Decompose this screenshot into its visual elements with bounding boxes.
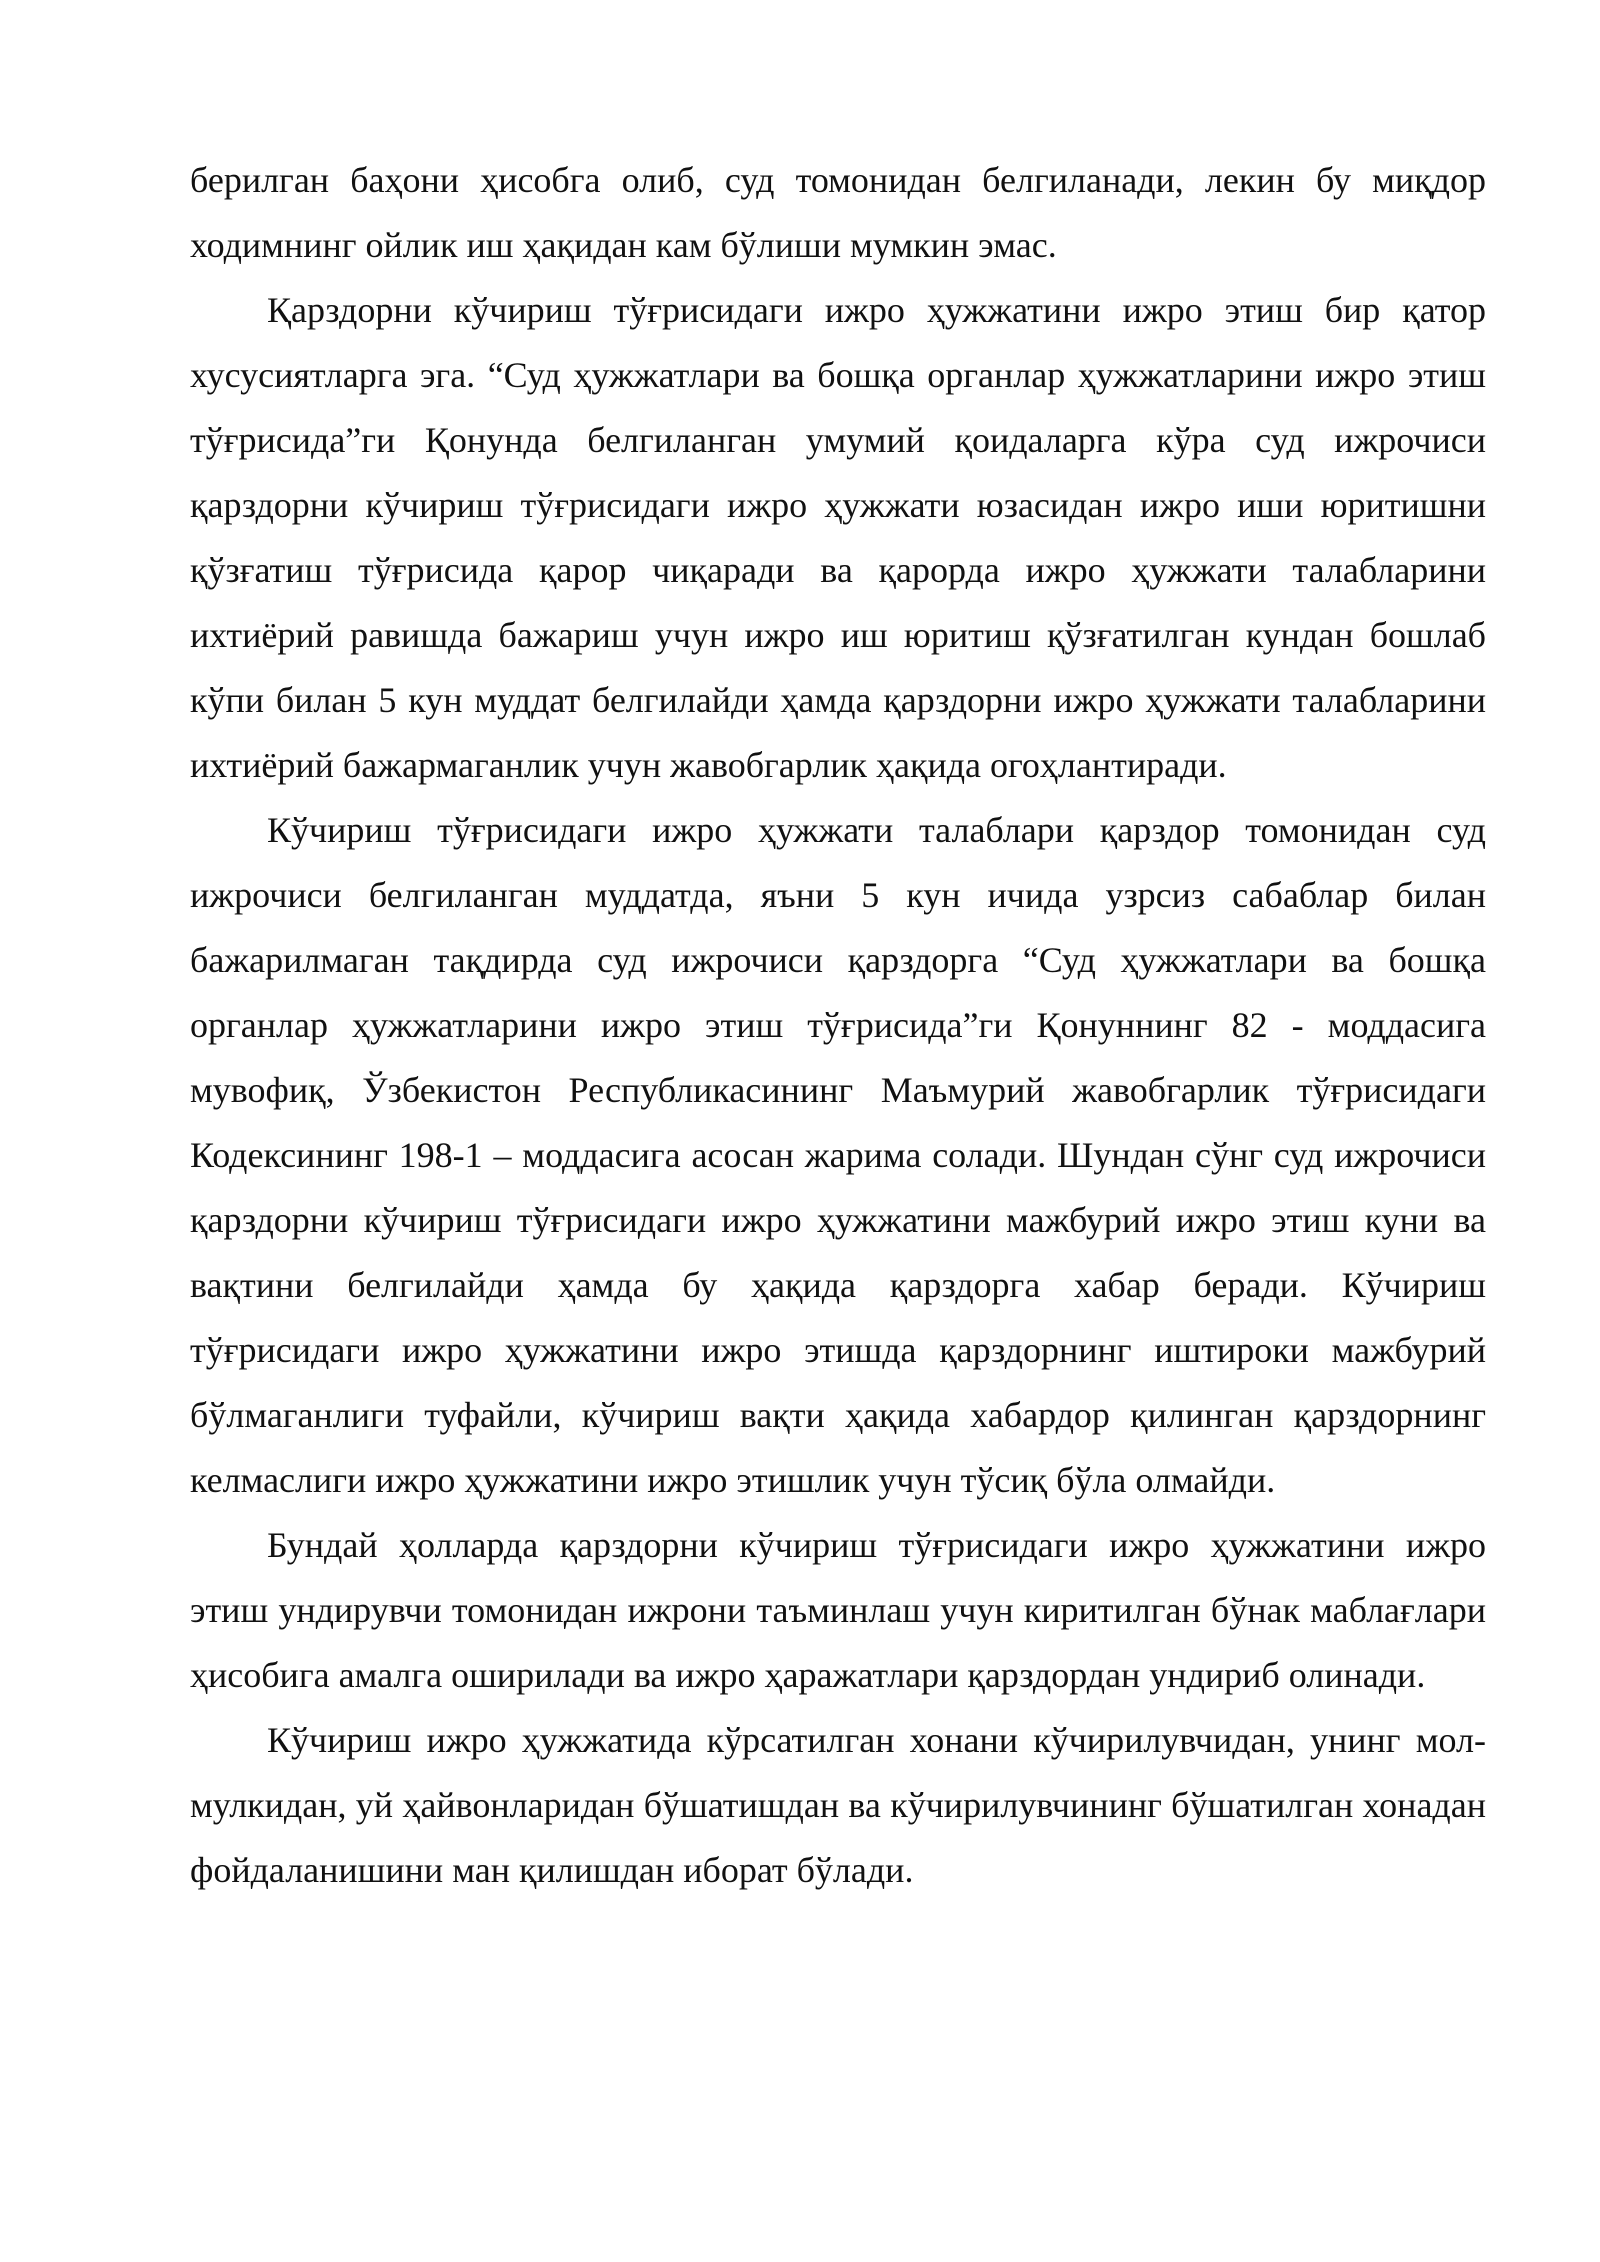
paragraph-eviction-costs: Бундай ҳолларда қарздорни кўчириш тўғрисидаги ижро ҳужжатини ижро этиш ундирувчи томонидан ижрони таъминлаш учун киритилган бўнак маблағлари ҳисобига амалга оширилади ва ижро ҳаражатлари қарздордан ундириб олинади.: [190, 1525, 1486, 1695]
paragraph-eviction-definition: Кўчириш ижро ҳужжатида кўрсатилган хонани кўчирилувчидан, унинг мол-мулкидан, уй ҳайвонларидан бўшатишдан ва кўчирилувчининг бўшатилган хонадан фойдаланишини ман қилишдан иборат бўлади.: [190, 1720, 1486, 1890]
document-body: [190, 148, 1486, 1903]
paragraph-eviction-penalty: Кўчириш тўғрисидаги ижро ҳужжати талаблари қарздор томонидан суд ижрочиси белгиланган муддатда, яъни 5 кун ичида узрсиз сабаблар билан бажарилмаган тақдирда суд ижрочиси қарздорга “Суд ҳужжатлари ва бошқа органлар ҳужжатларини ижро этиш тўғрисида”ги Қонуннинг 82 - моддасига мувофиқ, Ўзбекистон Республикасининг Маъмурий жавобгарлик тўғрисидаги Кодексининг 198-1 – моддасига асосан жарима солади. Шундан сўнг суд ижрочиси қарздорни кўчириш тўғрисидаги ижро ҳужжатини мажбурий ижро этиш куни ва вақтини белгилайди ҳамда бу ҳақида қарздорга хабар беради. Кўчириш тўғрисидаги ижро ҳужжатини ижро этишда қарздорнинг иштироки мажбурий бўлмаганлиги туфайли, кўчириш вақти ҳақида хабардор қилинган қарздорнинг келмаслиги ижро ҳужжатини ижро этишлик учун тўсиқ бўла олмайди.: [190, 810, 1486, 1500]
paragraph-continuation: берилган баҳони ҳисобга олиб, суд томонидан белгиланади, лекин бу миқдор ходимнинг ойлик иш ҳақидан кам бўлиши мумкин эмас.: [190, 160, 1486, 265]
paragraph-eviction-features: Қарздорни кўчириш тўғрисидаги ижро ҳужжатини ижро этиш бир қатор хусусиятларга эга. “Суд ҳужжатлари ва бошқа органлар ҳужжатларини ижро этиш тўғрисида”ги Қонунда белгиланган умумий қоидаларга кўра суд ижрочиси қарздорни кўчириш тўғрисидаги ижро ҳужжати юзасидан ижро иши юритишни қўзғатиш тўғрисида қарор чиқаради ва қарорда ижро ҳужжати талабларини ихтиёрий равишда бажариш учун ижро иш юритиш қўзғатилган кундан бошлаб кўпи билан 5 кун муддат белгилайди ҳамда қарздорни ижро ҳужжати талабларини ихтиёрий бажармаганлик учун жавобгарлик ҳақида огоҳлантиради.: [190, 290, 1486, 785]
